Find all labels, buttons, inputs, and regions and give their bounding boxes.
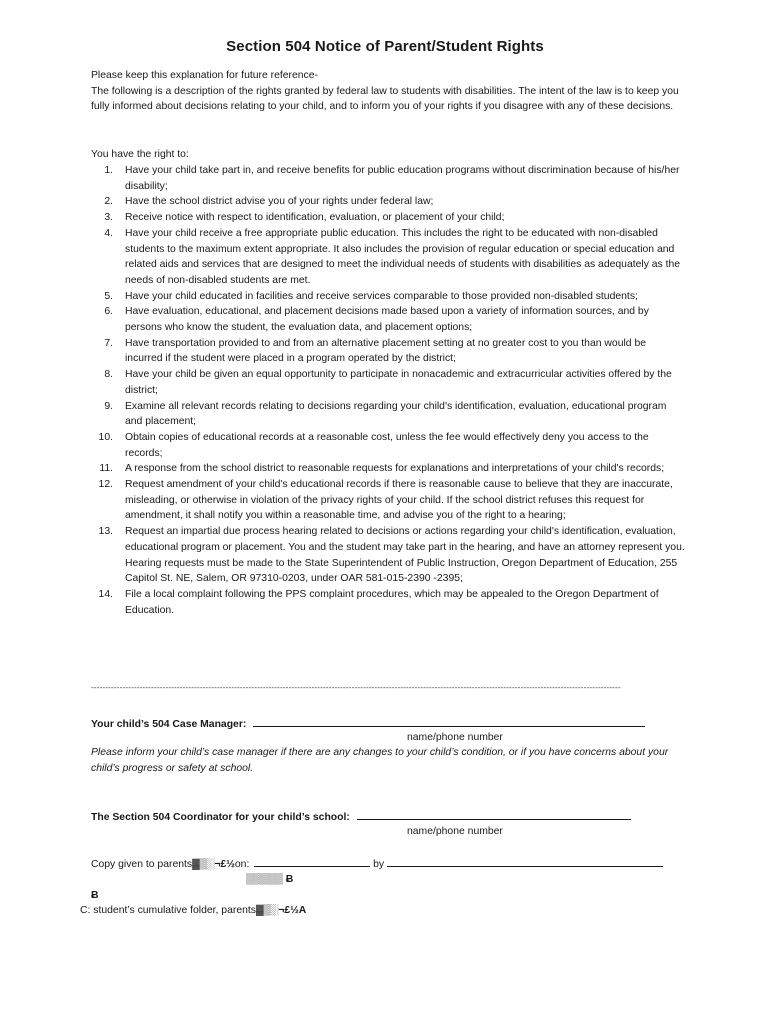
- rights-item-text: File a local complaint following the PPS complaint procedures, which may be appealed to the Oregon Department of Education.: [125, 588, 659, 616]
- copy-given-date-field[interactable]: [254, 856, 370, 867]
- intro-paragraph: [91, 68, 687, 115]
- rights-item-text: Receive notice with respect to identification, evaluation, or placement of your child;: [125, 212, 505, 224]
- rights-list-item: [91, 304, 685, 335]
- rights-item-number: 5.: [104, 290, 113, 302]
- copy-given-by-field[interactable]: [387, 856, 663, 867]
- rights-item-text: A response from the school district to reasonable requests for explanations and interpretations of your child's records;: [125, 463, 665, 475]
- rights-item-number: 9.: [104, 400, 113, 412]
- rights-list-item: [91, 336, 685, 367]
- cc-prefix: C: student’s cumulative folder, parents: [80, 905, 256, 916]
- garbled-glyphs-line-2: Ƀ: [91, 890, 99, 901]
- case-manager-note: Please inform your child’s case manager if there are any changes to your child’s condition, or if you have concerns about your child’s progress or safety at school.: [91, 747, 669, 774]
- rights-item-text: Request an impartial due process hearing related to decisions or actions regarding your child's identification, evaluation, educational program or placement. You and the student may take part in the hearing, and have an attorney represent you. Hearing requests must be made to the State Superintendent of Public Instruction, Oregon Department of Education, 255 Capitol St. NE, Salem, OR 97310-0203, under OAR 581-015-2390 -2395;: [125, 526, 685, 585]
- rights-list-item: [91, 399, 685, 430]
- cc-line: [80, 903, 306, 919]
- rights-item-number: 4.: [104, 227, 113, 239]
- rights-list-item: [91, 289, 685, 305]
- coordinator-field[interactable]: [357, 809, 631, 820]
- coordinator-row: [91, 809, 631, 826]
- rights-item-text: Have the school district advise you of your rights under federal law;: [125, 196, 434, 208]
- rights-item-text: Have evaluation, educational, and placement decisions made based upon a variety of information sources, and by persons who know the student, the evaluation data, and placement options;: [125, 306, 649, 334]
- rights-list-item: [91, 163, 685, 194]
- copy-given-prefix: Copy given to parents: [91, 859, 193, 870]
- case-manager-row: [91, 716, 645, 733]
- rights-item-text: Obtain copies of educational records at a reasonable cost, unless the fee would effectively deny you access to the records;: [125, 431, 649, 459]
- rights-item-text: Have your child receive a free appropriate public education. This includes the right to be educated with non-disabled students to the maximum extent appropriate. It also includes the provision of regular education or special education and related aids and services that are designed to meet the individual needs of students with disabilities as adequately as the needs of non-disabled students are met.: [125, 227, 681, 286]
- rights-item-text: Request amendment of your child's educational records if there is reasonable cause to believe that they are inaccurate, misleading, or otherwise in violation of the privacy rights of your child. If the school district refuses this request for amendment, it shall notify you within a reasonable time, and advise you of the right to a hearing;: [125, 479, 673, 522]
- section-divider: -----------------------------------------------------------------------------------------------------------------------------------------------------------------------------------------: [91, 683, 621, 692]
- case-manager-field[interactable]: [253, 716, 645, 727]
- coordinator-caption: name/phone number: [407, 826, 503, 837]
- rights-item-number: 3.: [104, 212, 113, 224]
- rights-list-item: [91, 210, 685, 226]
- rights-item-number: 12.: [98, 479, 113, 491]
- cc-garbled-text: ▓▒░¬£½A: [255, 905, 307, 916]
- rights-item-number: 2.: [104, 196, 113, 208]
- copy-given-garbled-text: ▓▒░¬£½: [192, 859, 235, 870]
- rights-item-number: 6.: [104, 306, 113, 318]
- intro-line-description: The following is a description of the rights granted by federal law to students with disabilities. The intent of the law is to keep you fully informed about decisions relating to your child, and to inform you of your rights if you disagree with any of these decisions.: [91, 85, 679, 113]
- rights-list-item: [91, 430, 685, 461]
- copy-given-row: [91, 856, 663, 873]
- rights-intro: You have the right to:: [91, 149, 189, 160]
- document-title: Section 504 Notice of Parent/Student Rights: [226, 38, 544, 55]
- rights-list-item: [91, 587, 685, 618]
- rights-list-item: [91, 524, 685, 587]
- coordinator-label: The Section 504 Coordinator for your child’s school:: [91, 812, 350, 823]
- rights-item-text: Have your child take part in, and receive benefits for public education programs without discrimination because of his/her disability;: [125, 165, 680, 192]
- rights-item-text: Have your child educated in facilities and receive services comparable to those provided non-disabled students;: [125, 290, 638, 302]
- rights-list: [91, 163, 685, 618]
- rights-list-item: [91, 367, 685, 398]
- intro-line-reference: Please keep this explanation for future reference-: [91, 70, 318, 81]
- rights-item-number: 11.: [99, 463, 113, 475]
- rights-item-text: Have your child be given an equal opportunity to participate in nonacademic and extracurricular activities offered by the district;: [125, 369, 672, 396]
- case-manager-label: Your child’s 504 Case Manager:: [91, 719, 247, 730]
- rights-list-item: [91, 477, 685, 524]
- garbled-glyphs-line-1: ▒▒▒▒▒ Ƀ: [246, 874, 294, 885]
- copy-given-by-label: by: [373, 859, 385, 870]
- rights-list-item: [91, 226, 685, 289]
- case-manager-caption: name/phone number: [407, 732, 503, 743]
- rights-item-number: 1.: [104, 165, 113, 176]
- rights-item-text: Examine all relevant records relating to decisions regarding your child's identification, evaluation, educational program and placement;: [125, 400, 667, 428]
- rights-list-item: [91, 461, 685, 477]
- rights-item-number: 10.: [98, 431, 113, 443]
- copy-given-on-label: on:: [234, 859, 250, 870]
- rights-item-number: 14.: [98, 588, 113, 600]
- rights-item-number: 13.: [98, 526, 113, 538]
- rights-item-number: 7.: [104, 337, 113, 349]
- rights-item-number: 8.: [104, 369, 113, 381]
- rights-item-text: Have transportation provided to and from an alternative placement setting at no greater cost to you than would be incurred if the student were placed in a program operated by the district;: [125, 337, 646, 365]
- rights-list-item: [91, 194, 685, 210]
